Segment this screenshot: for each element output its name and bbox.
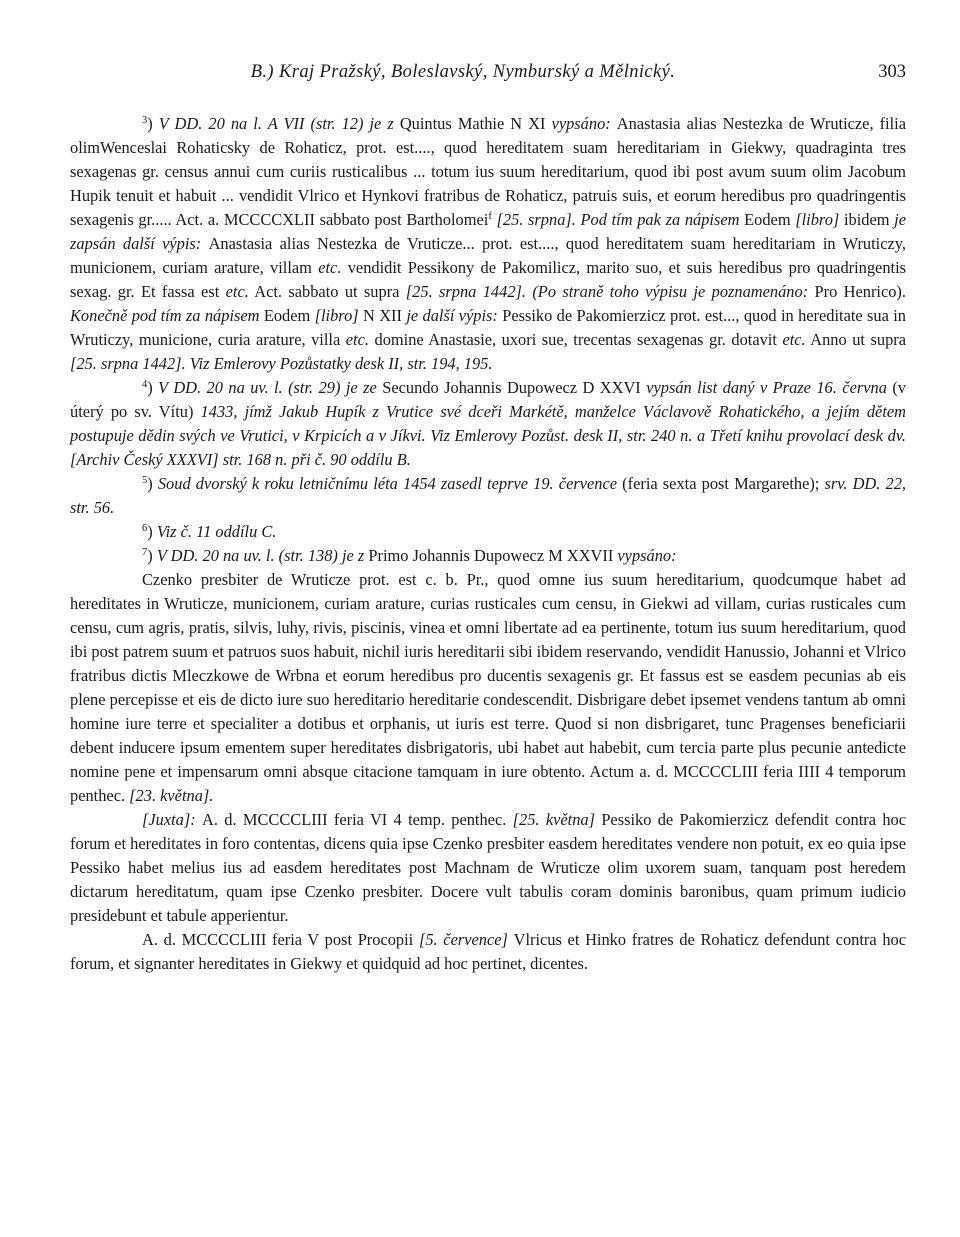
italic-text: je další výpis: — [406, 306, 503, 325]
text-run: vendidit Pessikony de Pakomilicz, marito suo, et suis heredibus pro quadringentis sexag. gr. Et fassa est — [70, 258, 906, 301]
footnotes-body — [70, 112, 906, 976]
text-run: Vlricus et Hinko fratres de Rohaticz defendunt contra hoc forum, et signanter hereditates in Giekwy et quidquid ad hoc pertinet, dicentes. — [70, 930, 906, 973]
italic-text: Soud dvorský k roku letničnímu léta 1454 zasedl teprve 19. července — [157, 474, 623, 493]
text-run: domine Anastasie, uxori sue, trecentas sexagenas gr. dotavit — [368, 330, 783, 349]
text-run: Pro Henrico). — [814, 282, 906, 301]
footnote-4: $^4$) V DD. 20 na uv. l. (str. 29) je ze Secundo Johannis Dupowecz D XXVI vypsán list daný v Praze 16. června (v úterý po sv. Vítu) 1433, jímž Jakub Hupík z Vrutice své dceři Markétě, manželce Václavově Rohatického, a jejím dětem postupuje dědin svých ve Vrutici, v Krpicích a v Jíkvi. Viz Emlerovy Pozůst. desk II, str. 240 n. a Třetí knihu provolací desk dv. [Archiv Český XXXVI] str. 168 n. při č. 90 oddílu B. — [70, 378, 906, 469]
text-run: Pessiko de Pakomierzicz prot. est..., quod in hereditate sua in Wruticzy, municione, curia arature, villa — [70, 306, 906, 349]
page-number: 303 — [878, 62, 906, 82]
italic-text: vypsáno: — [617, 546, 677, 565]
text-run: N XII — [363, 306, 407, 325]
footnote-7-paragraph — [70, 808, 906, 928]
text-run: Primo Johannis Dupowecz M XXVII — [368, 546, 618, 565]
footnote-marker: 5 — [142, 475, 148, 486]
text-run: Quintus Mathie N XI — [399, 114, 552, 133]
text-run: Secundo Johannis Dupowecz D XXVI — [382, 378, 647, 397]
italic-text: Konečně pod tím za nápisem — [70, 306, 264, 325]
italic-text: [libro] — [314, 306, 364, 325]
footnote-7: $^7$) V DD. 20 na uv. l. (str. 138) je z Primo Johannis Dupowecz M XXVII vypsáno: — [142, 546, 677, 565]
italic-text: [25. května] — [512, 810, 602, 829]
italic-text: etc. — [318, 258, 342, 277]
text-run: Czenko presbiter de Wruticze prot. est c. b. Pr., quod omne ius suum hereditarium, quodcumque habet ad hereditates in Wruticze, municionem, curiam arature, curias rusticales cum censu, in Giekwi ad villam, curias rusticales cum censu, cum agris, pratis, silvis, luhy, rivis, piscinis, vinea et omni libertate ad ea pertinente, totum ius suum hereditarium, quod ibi post patrem suum et patruos suos habuit, nichil iuris hereditarii sibi ibidem reservando, vendidit Hanussio, Johanni et Vlrico fratribus dictis Mleczkowe de Wrbna et eorum heredibus pro ducentis sexagenis gr. Et fassus est se easdem pecunias ab eis plene percepisse et eis de dicto iure suo hereditario hereditarie condescendit. Disbrigare debet ipsemet vendens tantum ab omni homine iure terre et specialiter a dotibus et orphanis, ut iuris est terre. Quod si non disbrigaret, tunc Pragenses beneficiarii debent inducere ipsum ementem super hereditates disbrigatoris, ubi habet aut habebit, cum tercia parte plus pecunie antedicte nomine pene et impensarum omni absque citacione tamquam in iure obtento. Actum a. d. MCCCCLIII feria IIII 4 temporum penthec. — [70, 570, 906, 805]
page-title: B.) Kraj Pražský, Boleslavský, Nymburský a Mělnický. — [250, 62, 676, 82]
italic-text: vypsán list daný v Praze 16. června — [646, 378, 893, 397]
running-header — [70, 62, 906, 92]
italic-text: [libro] — [795, 210, 844, 229]
italic-text: [5. července] — [418, 930, 514, 949]
italic-text: V DD. 20 na uv. l. (str. 138) je z — [156, 546, 369, 565]
footnote-3: $^3$) V DD. 20 na l. A VII (str. 12) je z Quintus Mathie N XI vypsáno: Anastasia alias Nestezka de Wruticze, filia olimWenceslai Rohaticsky de Rohaticz, prot. est...., quod hereditatem suam hereditariam in Giekwy, quadraginta tres sexagenas gr. census annui cum curiis rusticalibus ... totum ius suum hereditarium, quod ibi post avum suum olim Jacobum Hupik tenuit et habuit ... vendidit Vlrico et Hynkovi fratribus de Rohaticz, patruis suis, et eorum heredibus pro quadringentis sexagenis gr..... Act. a. MCCCCXLII sabbato post Bartholomei$^f$ [25. srpna]. Pod tím pak za nápisem Eodem [libro] ibidem je zapsán další výpis: Anastasia alias Nestezka de Vruticze... prot. est...., quod hereditatem suam hereditariam in Wruticzy, municionem, curiam arature, villam etc. vendidit Pessikony de Pakomilicz, marito suo, et suis heredibus pro quadringentis sexag. gr. Et fassa est etc. Act. sabbato ut supra [25. srpna 1442]. (Po straně toho výpisu je poznamenáno: Pro Henrico). Konečně pod tím za nápisem Eodem [libro] N XII je další výpis: Pessiko de Pakomierzicz prot. est..., quod in hereditate sua in Wruticzy, municione, curia arature, villa etc. domine Anastasie, uxori sue, trecentas sexagenas gr. dotavit etc. Anno ut supra [25. srpna 1442]. Viz Emlerovy Pozůstatky desk II, str. 194, 195. — [70, 114, 907, 373]
footnote-marker: 4 — [142, 379, 148, 390]
text-run: Act. sabbato ut supra — [248, 282, 406, 301]
italic-text: etc. — [225, 282, 249, 301]
superscript: f — [488, 211, 492, 222]
footnote-marker: 3 — [142, 115, 148, 126]
italic-text: [25. srpna 1442]. Viz Emlerovy Pozůstatky desk II, str. 194, 195. — [70, 354, 493, 373]
text-run: ibidem — [843, 210, 895, 229]
italic-text: V DD. 20 na l. A VII (str. 12) je z — [158, 114, 400, 133]
footnote-7-paragraph — [70, 928, 906, 976]
italic-text: vypsáno: — [551, 114, 617, 133]
footnote-marker: 7 — [142, 547, 148, 558]
footnote-7-paragraph — [70, 568, 906, 808]
text-run: Pessiko de Pakomierzicz defendit contra hoc forum et hereditates in foro contentas, dicens quia ipse Czenko presbiter easdem hereditates vendere non potuit, ex eo quia ipse Pessiko habet melius ius ad easdem hereditates post Machnam de Wruticze olim uxorem suam, tanquam post heredem dictarum hereditatum, quam ipse Czenko presbiter. Docere vult tabulis coram dominis baronibus, quam primum iudicio presidebunt et tabule apperientur. — [70, 810, 906, 925]
text-run: (v úterý po sv. Vítu) — [70, 378, 906, 421]
italic-text: [25. srpna]. Pod tím pak za nápisem — [496, 210, 745, 229]
text-run: Eodem — [744, 210, 796, 229]
italic-text: etc. — [345, 330, 369, 349]
document-page — [70, 62, 906, 976]
text-run: (feria sexta post Margarethe); — [622, 474, 825, 493]
text-run: A. d. MCCCCLIII feria V post Procopii — [142, 930, 419, 949]
text-run: A. d. MCCCCLIII feria VI 4 temp. penthec. — [202, 810, 513, 829]
italic-text: [25. srpna 1442]. (Po straně toho výpisu je poznamenáno: — [405, 282, 815, 301]
italic-text: je zapsán další výpis: — [70, 210, 906, 253]
text-run: Anno ut supra — [805, 330, 907, 349]
italic-text: V DD. 20 na uv. l. (str. 29) je ze — [158, 378, 383, 397]
italic-text: Viz č. 11 oddílu C. — [156, 522, 277, 541]
italic-text: [Juxta]: — [142, 810, 203, 829]
italic-text: srv. DD. 22, str. 56. — [70, 474, 906, 517]
italic-text: 1433, jímž Jakub Hupík z Vrutice své dceři Markétě, manželce Václavově Rohatického, a jejím dětem postupuje dědin svých ve Vrutici, v Krpicích a v Jíkvi. Viz Emlerovy Pozůst. desk II, str. 240 n. a Třetí knihu provolací desk dv. [Archiv Český XXXVI] str. 168 n. při č. 90 oddílu B. — [70, 402, 906, 469]
footnote-marker: 6 — [142, 523, 148, 534]
text-run: Eodem — [263, 306, 315, 325]
text-run: Anastasia alias Nestezka de Vruticze... prot. est...., quod hereditatem suam hereditariam in Wruticzy, municionem, curiam arature, villam — [70, 234, 906, 277]
footnote-6: $^6$) Viz č. 11 oddílu C. — [142, 522, 277, 541]
footnote-5: $^5$) Soud dvorský k roku letničnímu léta 1454 zasedl teprve 19. července (feria sexta post Margarethe); srv. DD. 22, str. 56. — [70, 474, 906, 517]
text-run: Anastasia alias Nestezka de Wruticze, filia olimWenceslai Rohaticsky de Rohaticz, prot. est...., quod hereditatem suam hereditariam in Giekwy, quadraginta tres sexagenas gr. census annui cum curiis rusticalibus ... totum ius suum hereditarium, quod ibi post avum suum olim Jacobum Hupik tenuit et habuit ... vendidit Vlrico et Hynkovi fratribus de Rohaticz, patruis suis, et eorum heredibus pro quadringentis sexagenis gr..... Act. a. MCCCCXLII sabbato post Bartholomei — [70, 114, 906, 229]
italic-text: [23. května]. — [129, 786, 214, 805]
italic-text: etc. — [782, 330, 806, 349]
